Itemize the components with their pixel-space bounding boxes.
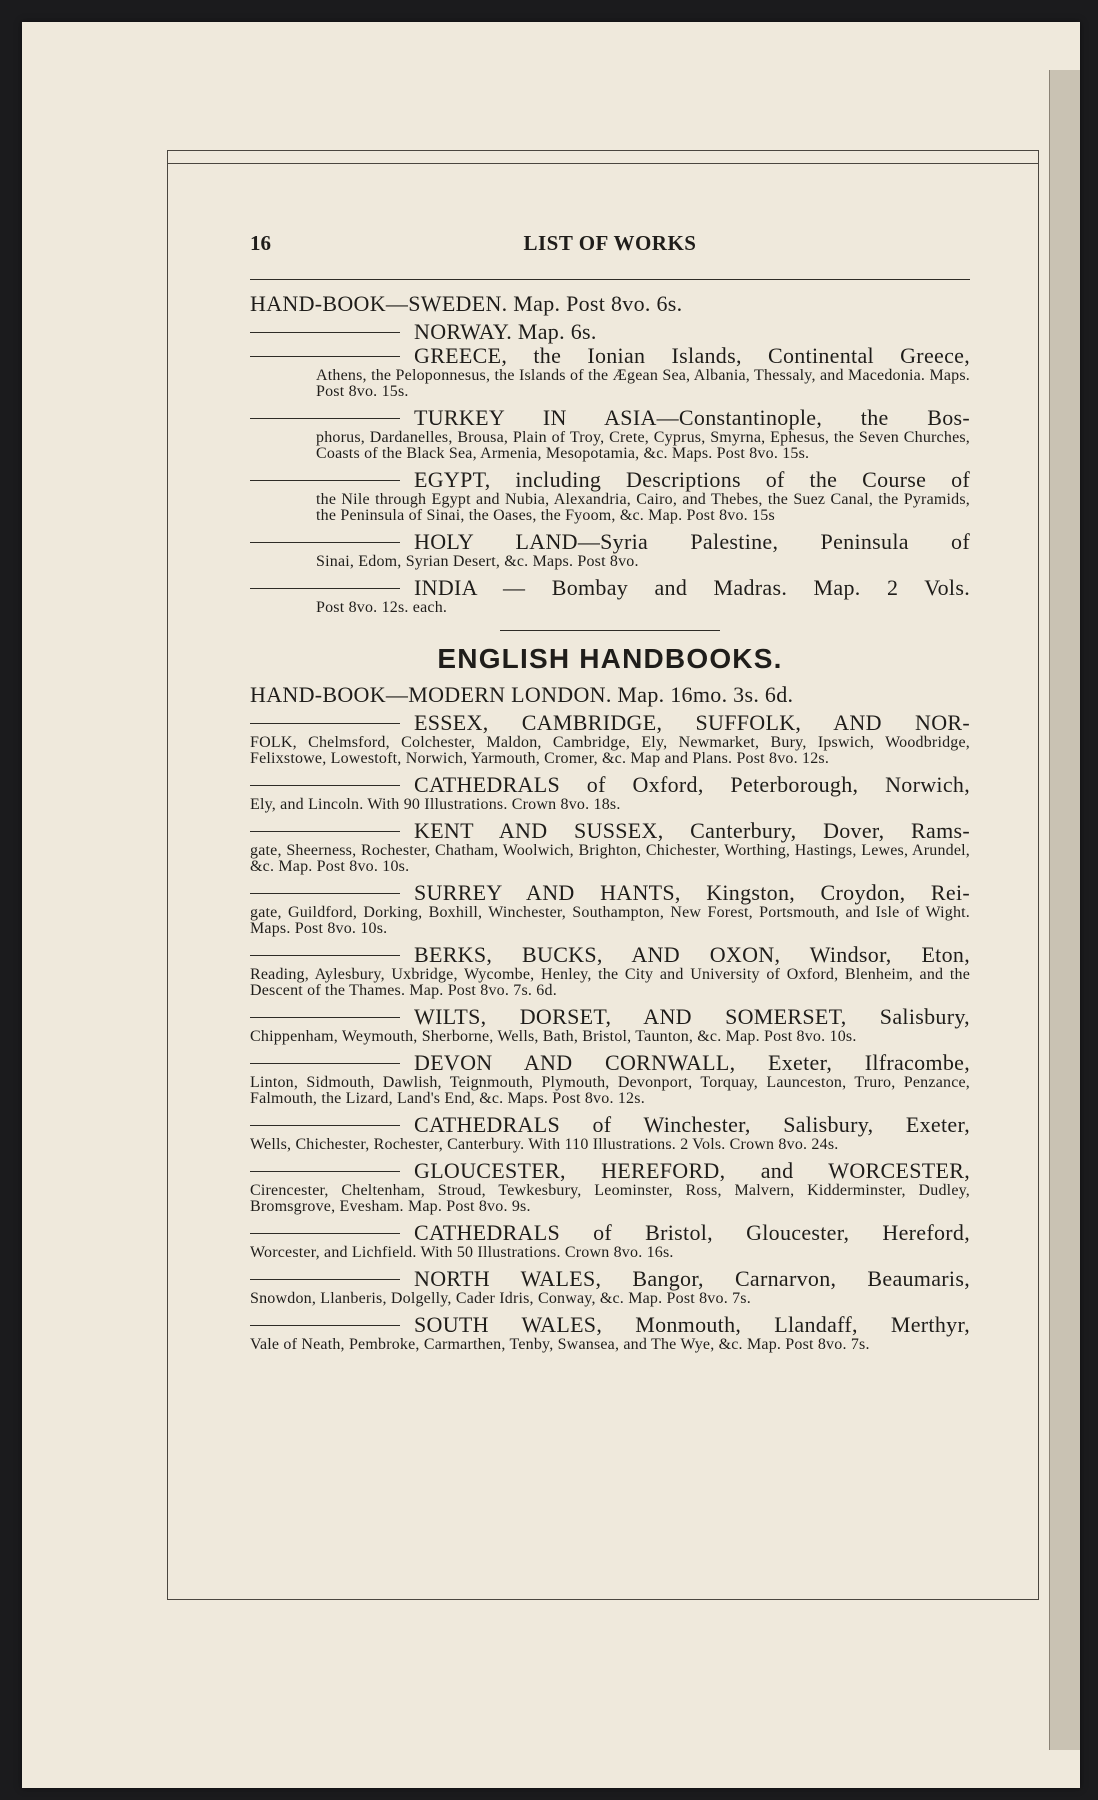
list-item xyxy=(250,1113,970,1153)
entry-head: WILTS, DORSET, AND SOMERSET, Salisbury, xyxy=(414,1004,970,1029)
entry-head: NORWAY. Map. 6s. xyxy=(414,319,597,344)
ditto-dash xyxy=(250,542,400,543)
section-title: ENGLISH HANDBOOKS. xyxy=(437,643,783,674)
list-item xyxy=(250,881,970,937)
entry-body: Athens, the Peloponnesus, the Islands of the Ægean Sea, Albania, Thessaly, and Macedonia. Maps. Post 8vo. 15s. xyxy=(316,367,970,400)
ditto-dash xyxy=(250,1125,400,1126)
entry-head: ESSEX, CAMBRIDGE, SUFFOLK, AND NOR- xyxy=(414,710,970,735)
entry-body: Ely, and Lincoln. With 90 Illustrations. Crown 8vo. 18s. xyxy=(250,796,621,813)
entry-head: INDIA — Bombay and Madras. Map. 2 Vols. xyxy=(414,575,970,600)
ditto-dash xyxy=(250,332,400,333)
list-item xyxy=(250,1005,970,1045)
ditto-dash xyxy=(250,1279,400,1280)
entry-egypt xyxy=(250,468,970,524)
ditto-dash xyxy=(250,418,400,419)
entry-india xyxy=(250,576,970,616)
entry-head: CATHEDRALS of Winchester, Salisbury, Exeter, xyxy=(414,1112,970,1137)
ditto-dash xyxy=(250,1063,400,1064)
list-item xyxy=(250,943,970,999)
ditto-dash xyxy=(250,1325,400,1326)
running-head xyxy=(250,231,970,271)
entry-head: GREECE, the Ionian Islands, Continental Greece, xyxy=(414,343,970,368)
entry-body: Chippenham, Weymouth, Sherborne, Wells, Bath, Bristol, Taunton, &c. Map. Post 8vo. 10s. xyxy=(250,1028,857,1045)
entry-body: phorus, Dardanelles, Brousa, Plain of Troy, Crete, Cyprus, Smyrna, Ephesus, the Seven Churches, Coasts of the Black Sea, Armenia, Mesopotamia, &c. Maps. Post 8vo. 15s. xyxy=(316,429,970,462)
ditto-dash xyxy=(250,588,400,589)
ditto-dash xyxy=(250,893,400,894)
list-item xyxy=(250,711,970,767)
entry-body: the Nile through Egypt and Nubia, Alexandria, Cairo, and Thebes, the Suez Canal, the Pyramids, the Peninsula of Sinai, the Oases, the Fyoom, &c. Map. Post 8vo. 15s xyxy=(316,491,970,524)
list-item xyxy=(250,1159,970,1215)
entry-head: CATHEDRALS of Oxford, Peterborough, Norwich, xyxy=(414,772,970,797)
entry-head: CATHEDRALS of Bristol, Gloucester, Hereford, xyxy=(414,1220,970,1245)
entry-body: Wells, Chichester, Rochester, Canterbury. With 110 Illustrations. 2 Vols. Crown 8vo. 24s. xyxy=(250,1136,839,1153)
ditto-dash xyxy=(250,356,400,357)
entry-body: Vale of Neath, Pembroke, Carmarthen, Tenby, Swansea, and The Wye, &c. Map. Post 8vo. 7s. xyxy=(250,1336,870,1353)
entry-head: EGYPT, including Descriptions of the Course of xyxy=(414,467,970,492)
entry-head: SURREY AND HANTS, Kingston, Croydon, Rei- xyxy=(414,880,970,905)
section-divider xyxy=(500,630,720,631)
page-content xyxy=(250,231,970,1359)
entry-body: gate, Guildford, Dorking, Boxhill, Winchester, Southampton, New Forest, Portsmouth, and Isle of Wight. Maps. Post 8vo. 10s. xyxy=(250,904,970,937)
entry-turkey xyxy=(250,406,970,462)
list-item xyxy=(250,1313,970,1353)
ditto-dash xyxy=(250,1017,400,1018)
entry-greece xyxy=(250,344,970,400)
list-item xyxy=(250,1221,970,1261)
entry-sweden: HAND-BOOK—SWEDEN. Map. Post 8vo. 6s. xyxy=(250,291,683,316)
list-item xyxy=(250,773,970,813)
entry-body: Worcester, and Lichfield. With 50 Illustrations. Crown 8vo. 16s. xyxy=(250,1244,674,1261)
entry-head: BERKS, BUCKS, AND OXON, Windsor, Eton, xyxy=(414,942,970,967)
ditto-dash xyxy=(250,1233,400,1234)
header-rule xyxy=(250,279,970,280)
entry-body: Linton, Sidmouth, Dawlish, Teignmouth, Plymouth, Devonport, Torquay, Launceston, Truro, Penzance, Falmouth, the Lizard, Land's End, &c. Maps. Post 8vo. 12s. xyxy=(250,1074,970,1107)
entry-body: FOLK, Chelmsford, Colchester, Maldon, Cambridge, Ely, Newmarket, Bury, Ipswich, Woodbridge, Felixstowe, Lowestoft, Norwich, Yarmouth, Cromer, &c. Map and Plans. Post 8vo. 12s. xyxy=(250,734,970,767)
page-number: 16 xyxy=(250,231,271,255)
entry-body: gate, Sheerness, Rochester, Chatham, Woolwich, Brighton, Chichester, Worthing, Hastings, Lewes, Arundel, &c. Map. Post 8vo. 10s. xyxy=(250,842,970,875)
english-entries-list xyxy=(250,711,970,1353)
frame-top-rule xyxy=(168,163,1038,164)
entry-head: GLOUCESTER, HEREFORD, and WORCESTER, xyxy=(414,1158,970,1183)
entry-head: KENT AND SUSSEX, Canterbury, Dover, Rams- xyxy=(414,818,970,843)
entry-head: DEVON AND CORNWALL, Exeter, Ilfracombe, xyxy=(414,1050,970,1075)
entry-body: Sinai, Edom, Syrian Desert, &c. Maps. Post 8vo. xyxy=(316,553,639,570)
page-frame xyxy=(167,150,1039,1600)
entry-holy-land xyxy=(250,530,970,570)
running-title: LIST OF WORKS xyxy=(523,231,697,255)
book-page xyxy=(22,22,1080,1788)
adjacent-page-edge xyxy=(1049,70,1080,1750)
entry-head: HOLY LAND—Syria Palestine, Peninsula of xyxy=(414,529,970,554)
list-item xyxy=(250,1267,970,1307)
entry-london: HAND-BOOK—MODERN LONDON. Map. 16mo. 3s. 6d. xyxy=(250,682,794,707)
entry-norway xyxy=(250,320,970,344)
ditto-dash xyxy=(250,955,400,956)
ditto-dash xyxy=(250,831,400,832)
list-item xyxy=(250,819,970,875)
ditto-dash xyxy=(250,1171,400,1172)
entry-head: TURKEY IN ASIA—Constantinople, the Bos- xyxy=(414,405,970,430)
entry-body: Post 8vo. 12s. each. xyxy=(316,599,448,616)
ditto-dash xyxy=(250,723,400,724)
entry-body: Snowdon, Llanberis, Dolgelly, Cader Idris, Conway, &c. Map. Post 8vo. 7s. xyxy=(250,1290,751,1307)
ditto-dash xyxy=(250,785,400,786)
ditto-dash xyxy=(250,480,400,481)
list-item xyxy=(250,1051,970,1107)
entry-head: NORTH WALES, Bangor, Carnarvon, Beaumaris, xyxy=(414,1266,970,1291)
entry-body: Cirencester, Cheltenham, Stroud, Tewkesbury, Leominster, Ross, Malvern, Kidderminster, Dudley, Bromsgrove, Evesham. Map. Post 8vo. 9s. xyxy=(250,1182,970,1215)
entry-head: SOUTH WALES, Monmouth, Llandaff, Merthyr, xyxy=(414,1312,970,1337)
entry-body: Reading, Aylesbury, Uxbridge, Wycombe, Henley, the City and University of Oxford, Blenheim, and the Descent of the Thames. Map. Post 8vo. 7s. 6d. xyxy=(250,966,970,999)
